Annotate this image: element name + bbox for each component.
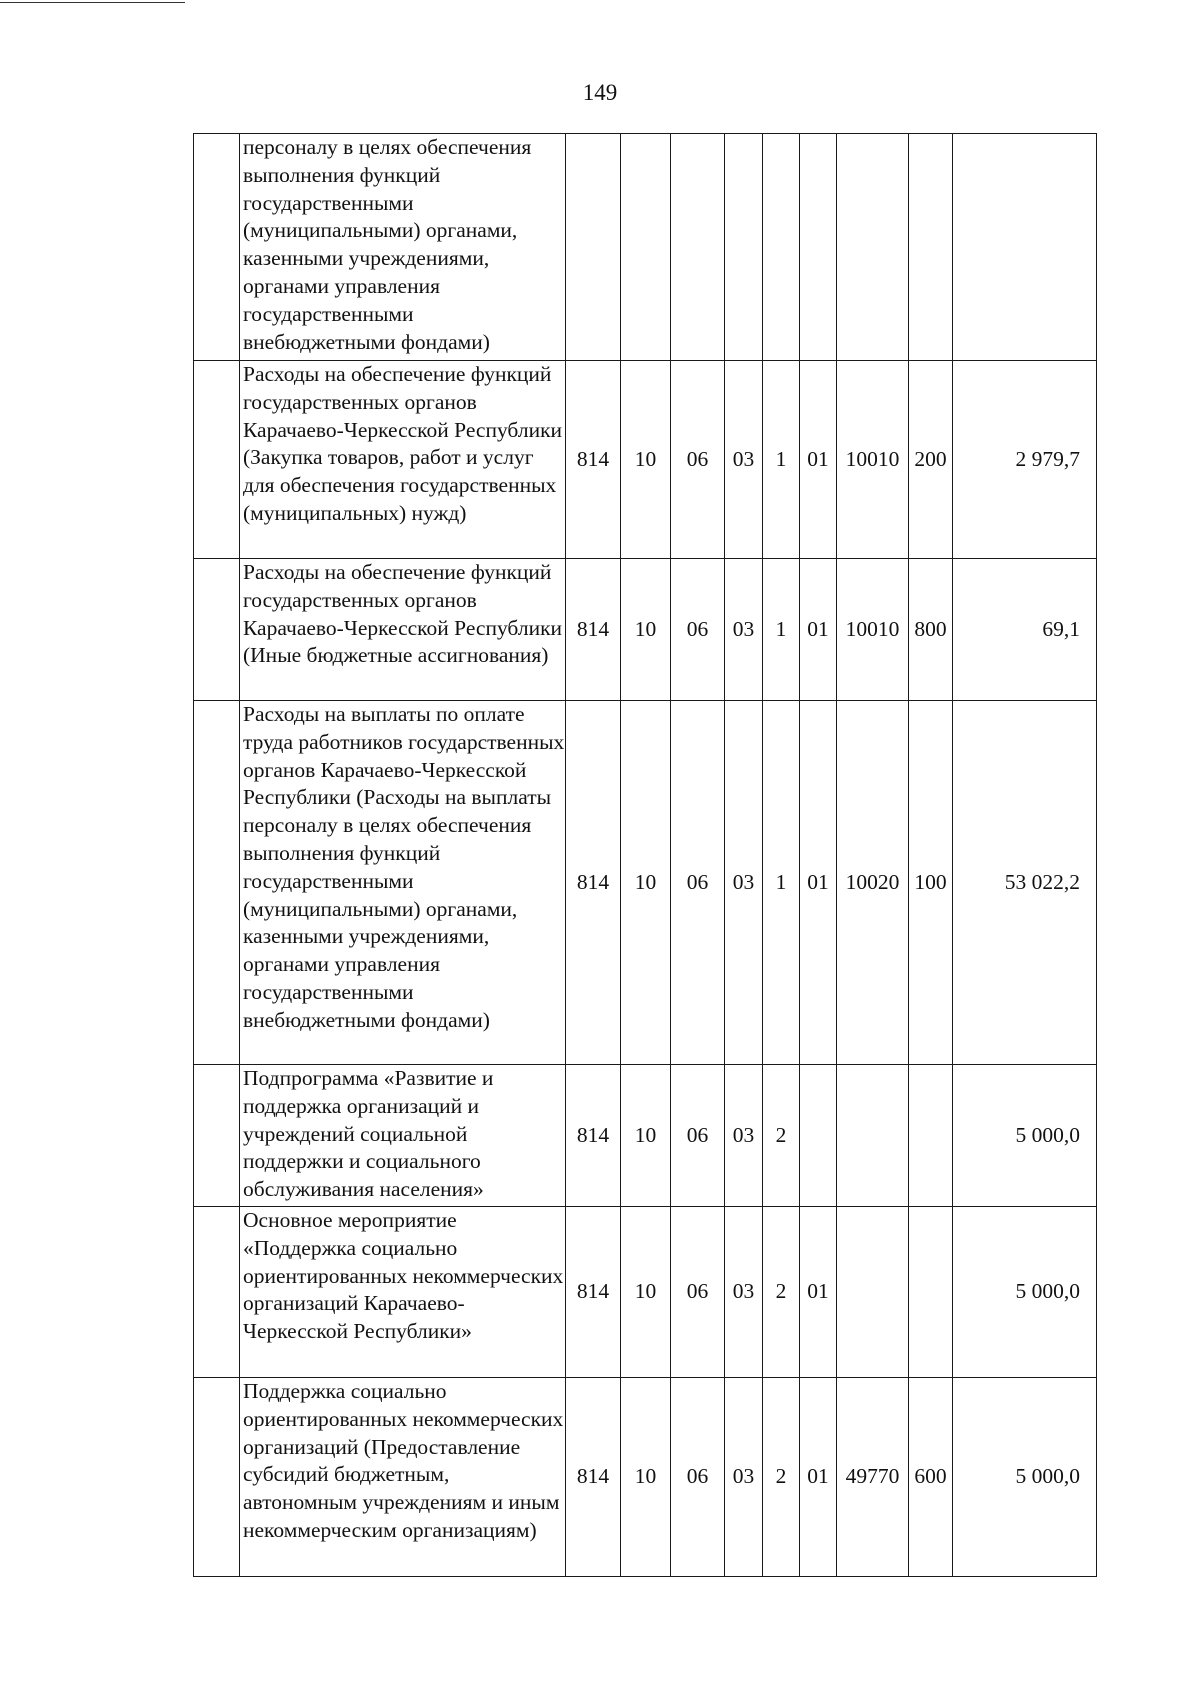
subsection-code-cell: 06 — [671, 1065, 725, 1207]
section-code-cell — [621, 134, 671, 361]
event-code-cell: 01 — [800, 1378, 837, 1577]
event-code-cell — [800, 1065, 837, 1207]
page-number: 149 — [582, 80, 618, 105]
amount-cell: 5 000,0 — [953, 1065, 1097, 1207]
subsection-code-cell: 06 — [671, 559, 725, 701]
event-code-cell: 01 — [800, 701, 837, 1065]
row-number-cell — [194, 701, 240, 1065]
ministry-code-cell: 814 — [566, 701, 621, 1065]
subsection-code-cell — [671, 134, 725, 361]
table-row — [194, 1378, 1097, 1577]
amount-cell: 69,1 — [953, 559, 1097, 701]
expense-type-cell: 600 — [909, 1378, 953, 1577]
description-cell: Подпрограмма «Развитие и поддержка организаций и учреждений социальной поддержки и социального обслуживания населения» — [240, 1065, 566, 1207]
row-number-cell — [194, 134, 240, 361]
subprogram-code-cell: 2 — [763, 1378, 800, 1577]
ministry-code-cell: 814 — [566, 361, 621, 559]
expense-type-cell — [909, 1207, 953, 1378]
direction-code-cell: 10010 — [837, 559, 909, 701]
ministry-code-cell — [566, 134, 621, 361]
direction-code-cell: 10020 — [837, 701, 909, 1065]
row-number-cell — [194, 1207, 240, 1378]
description-cell: Расходы на обеспечение функций государственных органов Карачаево-Черкесской Республики (Закупка товаров, работ и услуг для обеспечения государственных (муниципальных) нужд) — [240, 361, 566, 559]
program-code-cell: 03 — [725, 361, 763, 559]
subprogram-code-cell: 2 — [763, 1065, 800, 1207]
row-number-cell — [194, 1378, 240, 1577]
expense-type-cell: 800 — [909, 559, 953, 701]
section-code-cell: 10 — [621, 1207, 671, 1378]
table-row — [194, 1207, 1097, 1378]
program-code-cell: 03 — [725, 1207, 763, 1378]
table-row — [194, 361, 1097, 559]
table-row — [194, 134, 1097, 361]
row-number-cell — [194, 361, 240, 559]
ministry-code-cell: 814 — [566, 559, 621, 701]
expense-type-cell — [909, 1065, 953, 1207]
ministry-code-cell: 814 — [566, 1207, 621, 1378]
subprogram-code-cell: 1 — [763, 701, 800, 1065]
table-row — [194, 701, 1097, 1065]
amount-cell: 2 979,7 — [953, 361, 1097, 559]
budget-table — [193, 133, 1097, 1577]
program-code-cell — [725, 134, 763, 361]
subsection-code-cell: 06 — [671, 361, 725, 559]
description-cell: Расходы на выплаты по оплате труда работников государственных органов Карачаево-Черкесской Республики (Расходы на выплаты персоналу в целях обеспечения выполнения функций государственными (муниципальными) органами, казенными учреждениями, органами управления государственными внебюджетными фондами) — [240, 701, 566, 1065]
ministry-code-cell: 814 — [566, 1378, 621, 1577]
expense-type-cell: 200 — [909, 361, 953, 559]
program-code-cell: 03 — [725, 1378, 763, 1577]
program-code-cell: 03 — [725, 559, 763, 701]
description-cell: Поддержка социально ориентированных некоммерческих организаций (Предоставление субсидий бюджетным, автономным учреждениям и иным некоммерческим организациям) — [240, 1378, 566, 1577]
row-number-cell — [194, 559, 240, 701]
direction-code-cell — [837, 1065, 909, 1207]
subprogram-code-cell: 2 — [763, 1207, 800, 1378]
description-cell: Расходы на обеспечение функций государственных органов Карачаево-Черкесской Республики (Иные бюджетные ассигнования) — [240, 559, 566, 701]
description-cell: персоналу в целях обеспечения выполнения функций государственными (муниципальными) органами, казенными учреждениями, органами управления государственными внебюджетными фондами) — [240, 134, 566, 361]
subsection-code-cell: 06 — [671, 1378, 725, 1577]
amount-cell: 5 000,0 — [953, 1378, 1097, 1577]
expense-type-cell — [909, 134, 953, 361]
section-code-cell: 10 — [621, 701, 671, 1065]
row-number-cell — [194, 1065, 240, 1207]
subsection-code-cell: 06 — [671, 1207, 725, 1378]
subprogram-code-cell: 1 — [763, 361, 800, 559]
subprogram-code-cell — [763, 134, 800, 361]
amount-cell: 5 000,0 — [953, 1207, 1097, 1378]
section-code-cell: 10 — [621, 559, 671, 701]
section-code-cell: 10 — [621, 1378, 671, 1577]
ministry-code-cell: 814 — [566, 1065, 621, 1207]
amount-cell: 53 022,2 — [953, 701, 1097, 1065]
table-row — [194, 559, 1097, 701]
program-code-cell: 03 — [725, 1065, 763, 1207]
description-cell: Основное мероприятие «Поддержка социально ориентированных некоммерческих организаций Карачаево-Черкесской Республики» — [240, 1207, 566, 1378]
direction-code-cell: 10010 — [837, 361, 909, 559]
event-code-cell: 01 — [800, 1207, 837, 1378]
event-code-cell — [800, 134, 837, 361]
amount-cell — [953, 134, 1097, 361]
event-code-cell: 01 — [800, 559, 837, 701]
section-code-cell: 10 — [621, 1065, 671, 1207]
table-row — [194, 1065, 1097, 1207]
event-code-cell: 01 — [800, 361, 837, 559]
direction-code-cell: 49770 — [837, 1378, 909, 1577]
expense-type-cell: 100 — [909, 701, 953, 1065]
direction-code-cell — [837, 134, 909, 361]
top-rule — [0, 2, 185, 3]
subprogram-code-cell: 1 — [763, 559, 800, 701]
section-code-cell: 10 — [621, 361, 671, 559]
program-code-cell: 03 — [725, 701, 763, 1065]
subsection-code-cell: 06 — [671, 701, 725, 1065]
direction-code-cell — [837, 1207, 909, 1378]
